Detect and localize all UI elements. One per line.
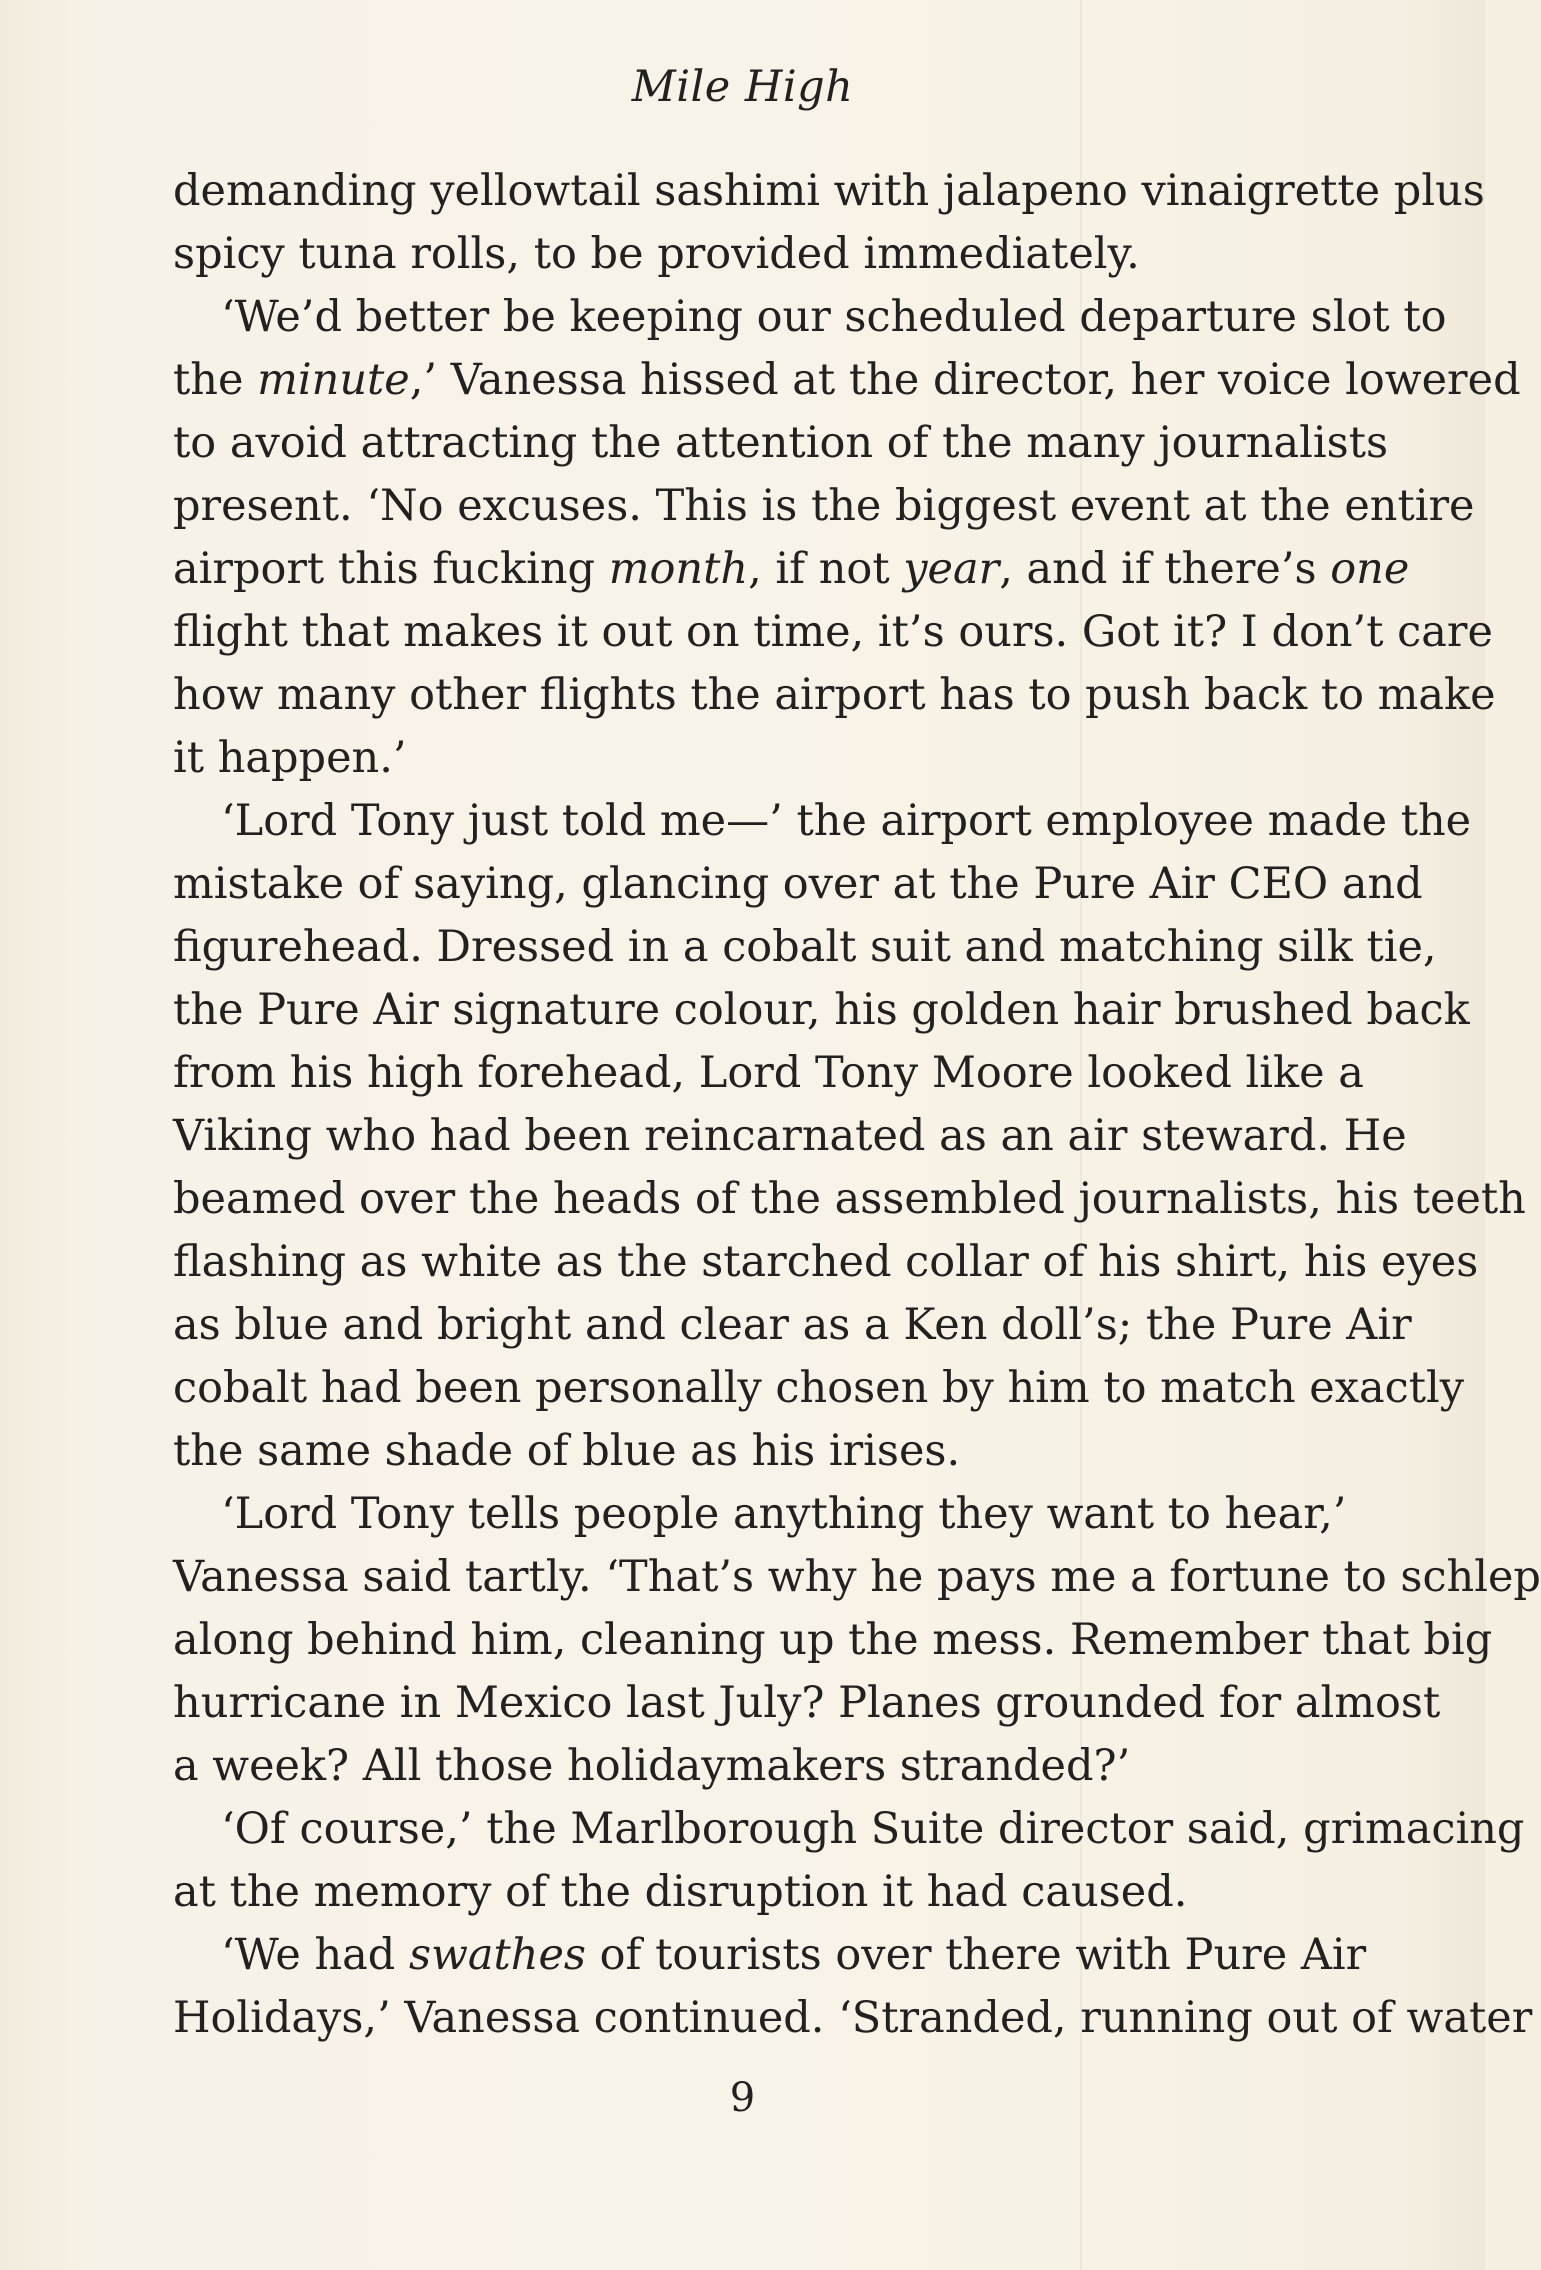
text-run: as blue and bright and clear as a Ken doll’s; the Pure Air: [173, 1300, 1412, 1350]
text-run: figurehead. Dressed in a cobalt suit and matching silk tie,: [173, 922, 1437, 972]
text-line: [173, 349, 1521, 412]
italic-run: month: [608, 544, 749, 594]
text-line: [173, 223, 1325, 286]
text-line: [173, 286, 1447, 349]
text-run: to avoid attracting the attention of the many journalists: [173, 418, 1389, 468]
text-line: [173, 160, 1485, 223]
text-run: hurricane in Mexico last July? Planes grounded for almost: [173, 1678, 1441, 1728]
text-run: spicy tuna rolls, to be provided immediately.: [173, 229, 1140, 279]
text-run: ‘We’d better be keeping our scheduled departure slot to: [221, 292, 1447, 342]
text-run: how many other flights the airport has to push back to make: [173, 670, 1496, 720]
text-line: [173, 790, 1472, 853]
italic-run: year: [903, 544, 1000, 594]
text-run: ‘Lord Tony tells people anything they want to hear,’: [221, 1489, 1347, 1539]
text-line: [173, 727, 1325, 790]
text-run: along behind him, cleaning up the mess. Remember that big: [173, 1615, 1493, 1665]
text-line: [173, 1420, 1325, 1483]
text-run: ‘Of course,’ the Marlborough Suite director said, grimacing: [221, 1804, 1525, 1854]
text-run: the: [173, 355, 258, 405]
text-line: [173, 601, 1493, 664]
text-line: [173, 1546, 1541, 1609]
text-line: [173, 916, 1437, 979]
text-line: [173, 979, 1470, 1042]
text-line: [173, 664, 1496, 727]
text-line: [173, 1861, 1325, 1924]
text-line: [173, 1924, 1367, 1987]
body-text: [173, 160, 1541, 2050]
text-line: [173, 412, 1389, 475]
text-run: cobalt had been personally chosen by him to match exactly: [173, 1363, 1465, 1413]
text-line: [173, 1231, 1479, 1294]
running-head: Mile High: [631, 62, 854, 112]
text-line: [173, 475, 1475, 538]
text-run: ‘Lord Tony just told me—’ the airport employee made the: [221, 796, 1472, 846]
text-run: mistake of saying, glancing over at the Pure Air CEO and: [173, 859, 1423, 909]
text-run: ‘We had: [221, 1930, 409, 1980]
text-run: the Pure Air signature colour, his golden hair brushed back: [173, 985, 1470, 1035]
text-line: [173, 1042, 1364, 1105]
text-run: beamed over the heads of the assembled journalists, his teeth: [173, 1174, 1526, 1224]
text-run: flight that makes it out on time, it’s ours. Got it? I don’t care: [173, 607, 1493, 657]
text-run: Vanessa said tartly. ‘That’s why he pays me a fortune to schlep: [173, 1552, 1541, 1602]
text-line: [173, 1735, 1325, 1798]
text-run: ,’ Vanessa hissed at the director, her voice lowered: [409, 355, 1521, 405]
text-line: [173, 1987, 1533, 2050]
italic-run: one: [1330, 544, 1410, 594]
text-run: Viking who had been reincarnated as an air steward. He: [173, 1111, 1407, 1161]
text-run: , and if there’s: [999, 544, 1331, 594]
text-line: [173, 1294, 1412, 1357]
text-line: [173, 538, 1410, 601]
text-line: [173, 1672, 1441, 1735]
text-line: [173, 1168, 1526, 1231]
text-line: [173, 1609, 1493, 1672]
text-line: [173, 1357, 1465, 1420]
text-run: Holidays,’ Vanessa continued. ‘Stranded, running out of water: [173, 1993, 1533, 2043]
text-run: airport this fucking: [173, 544, 609, 594]
text-run: flashing as white as the starched collar of his shirt, his eyes: [173, 1237, 1479, 1287]
italic-run: swathes: [409, 1930, 586, 1980]
text-line: [173, 1105, 1407, 1168]
text-run: at the memory of the disruption it had caused.: [173, 1867, 1188, 1917]
text-run: it happen.’: [173, 733, 407, 783]
text-run: , if not: [748, 544, 904, 594]
text-run: from his high forehead, Lord Tony Moore looked like a: [173, 1048, 1364, 1098]
text-run: a week? All those holidaymakers stranded?’: [173, 1741, 1131, 1791]
text-run: present. ‘No excuses. This is the biggest event at the entire: [173, 481, 1475, 531]
italic-run: minute: [257, 355, 410, 405]
text-line: [173, 1798, 1525, 1861]
text-line: [173, 853, 1423, 916]
text-run: the same shade of blue as his irises.: [173, 1426, 961, 1476]
page-number: 9: [729, 2075, 756, 2121]
text-line: [173, 1483, 1347, 1546]
text-run: demanding yellowtail sashimi with jalapeno vinaigrette plus: [173, 166, 1485, 216]
text-run: of tourists over there with Pure Air: [586, 1930, 1367, 1980]
